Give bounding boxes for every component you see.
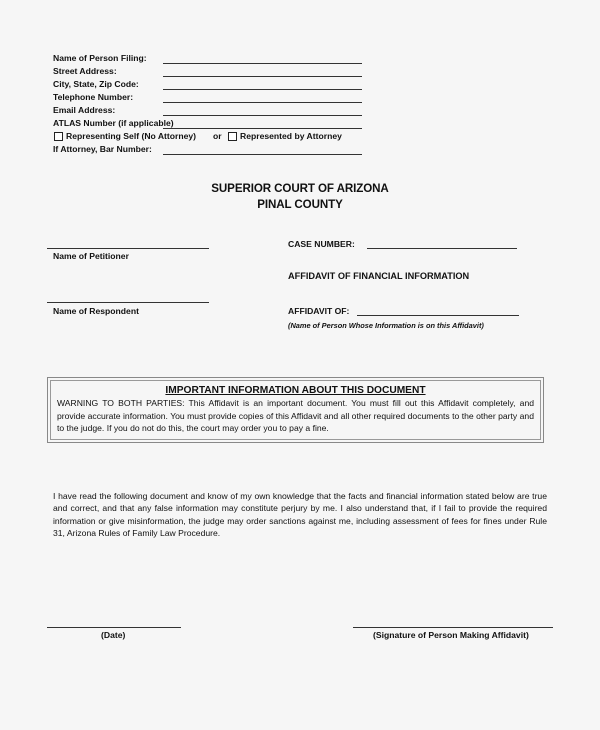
atlas-number-field[interactable] — [163, 128, 362, 129]
date-field[interactable] — [47, 627, 181, 628]
affidavit-of-field[interactable] — [357, 315, 519, 316]
case-number-field[interactable] — [367, 248, 517, 249]
petitioner-name-field[interactable] — [47, 248, 209, 249]
knowledge-statement: I have read the following document and know of my own knowledge that the facts and financial information stated below are true and correct, and that any false information may constitute perjury by me. I also understand that, if I fail to provide the required information or give misinformation, the judge may order sanctions against me, including assessment of fees for fines under Rule 31, Arizona Rules of Family Law Procedure. — [53, 491, 547, 538]
important-information-box — [47, 377, 544, 443]
bar-number-label: If Attorney, Bar Number: — [53, 144, 152, 154]
representing-self-checkbox[interactable] — [54, 132, 63, 141]
petitioner-label: Name of Petitioner — [53, 251, 129, 261]
affidavit-of-note: (Name of Person Whose Information is on this Affidavit) — [288, 321, 484, 330]
represented-by-attorney-label: Represented by Attorney — [240, 131, 342, 141]
date-label: (Date) — [101, 630, 126, 640]
bar-number-field[interactable] — [163, 154, 362, 155]
signature-label: (Signature of Person Making Affidavit) — [373, 630, 529, 640]
respondent-name-field[interactable] — [47, 302, 209, 303]
signature-field[interactable] — [353, 627, 553, 628]
name-of-person-filing-field[interactable] — [163, 63, 362, 64]
atlas-number-label: ATLAS Number (if applicable) — [53, 118, 174, 128]
court-county: PINAL COUNTY — [257, 198, 343, 211]
important-information-title: IMPORTANT INFORMATION ABOUT THIS DOCUMENT — [165, 385, 426, 396]
case-number-label: CASE NUMBER: — [288, 239, 355, 249]
important-information-inner-border — [50, 380, 541, 440]
street-address-label: Street Address: — [53, 66, 117, 76]
telephone-number-label: Telephone Number: — [53, 92, 134, 102]
represented-by-attorney-checkbox[interactable] — [228, 132, 237, 141]
name-of-person-filing-label: Name of Person Filing: — [53, 53, 147, 63]
city-state-zip-field[interactable] — [163, 89, 362, 90]
or-text: or — [213, 131, 222, 141]
email-address-field[interactable] — [163, 115, 362, 116]
email-address-label: Email Address: — [53, 105, 116, 115]
court-title: SUPERIOR COURT OF ARIZONA — [211, 182, 389, 195]
document-title: AFFIDAVIT OF FINANCIAL INFORMATION — [288, 271, 470, 281]
city-state-zip-label: City, State, Zip Code: — [53, 79, 139, 89]
street-address-field[interactable] — [163, 76, 362, 77]
telephone-number-field[interactable] — [163, 102, 362, 103]
representing-self-label: Representing Self (No Attorney) — [66, 131, 197, 141]
respondent-label: Name of Respondent — [53, 306, 139, 316]
affidavit-of-label: AFFIDAVIT OF: — [288, 306, 350, 316]
warning-text: WARNING TO BOTH PARTIES: This Affidavit is an important document. You must fill out this Affidavit completely, and provide accurate information. You must provide copies of this Affidavit and all other required documents to the other party and to the judge. If you do not do this, the court may order you to pay a fine. — [57, 398, 534, 434]
